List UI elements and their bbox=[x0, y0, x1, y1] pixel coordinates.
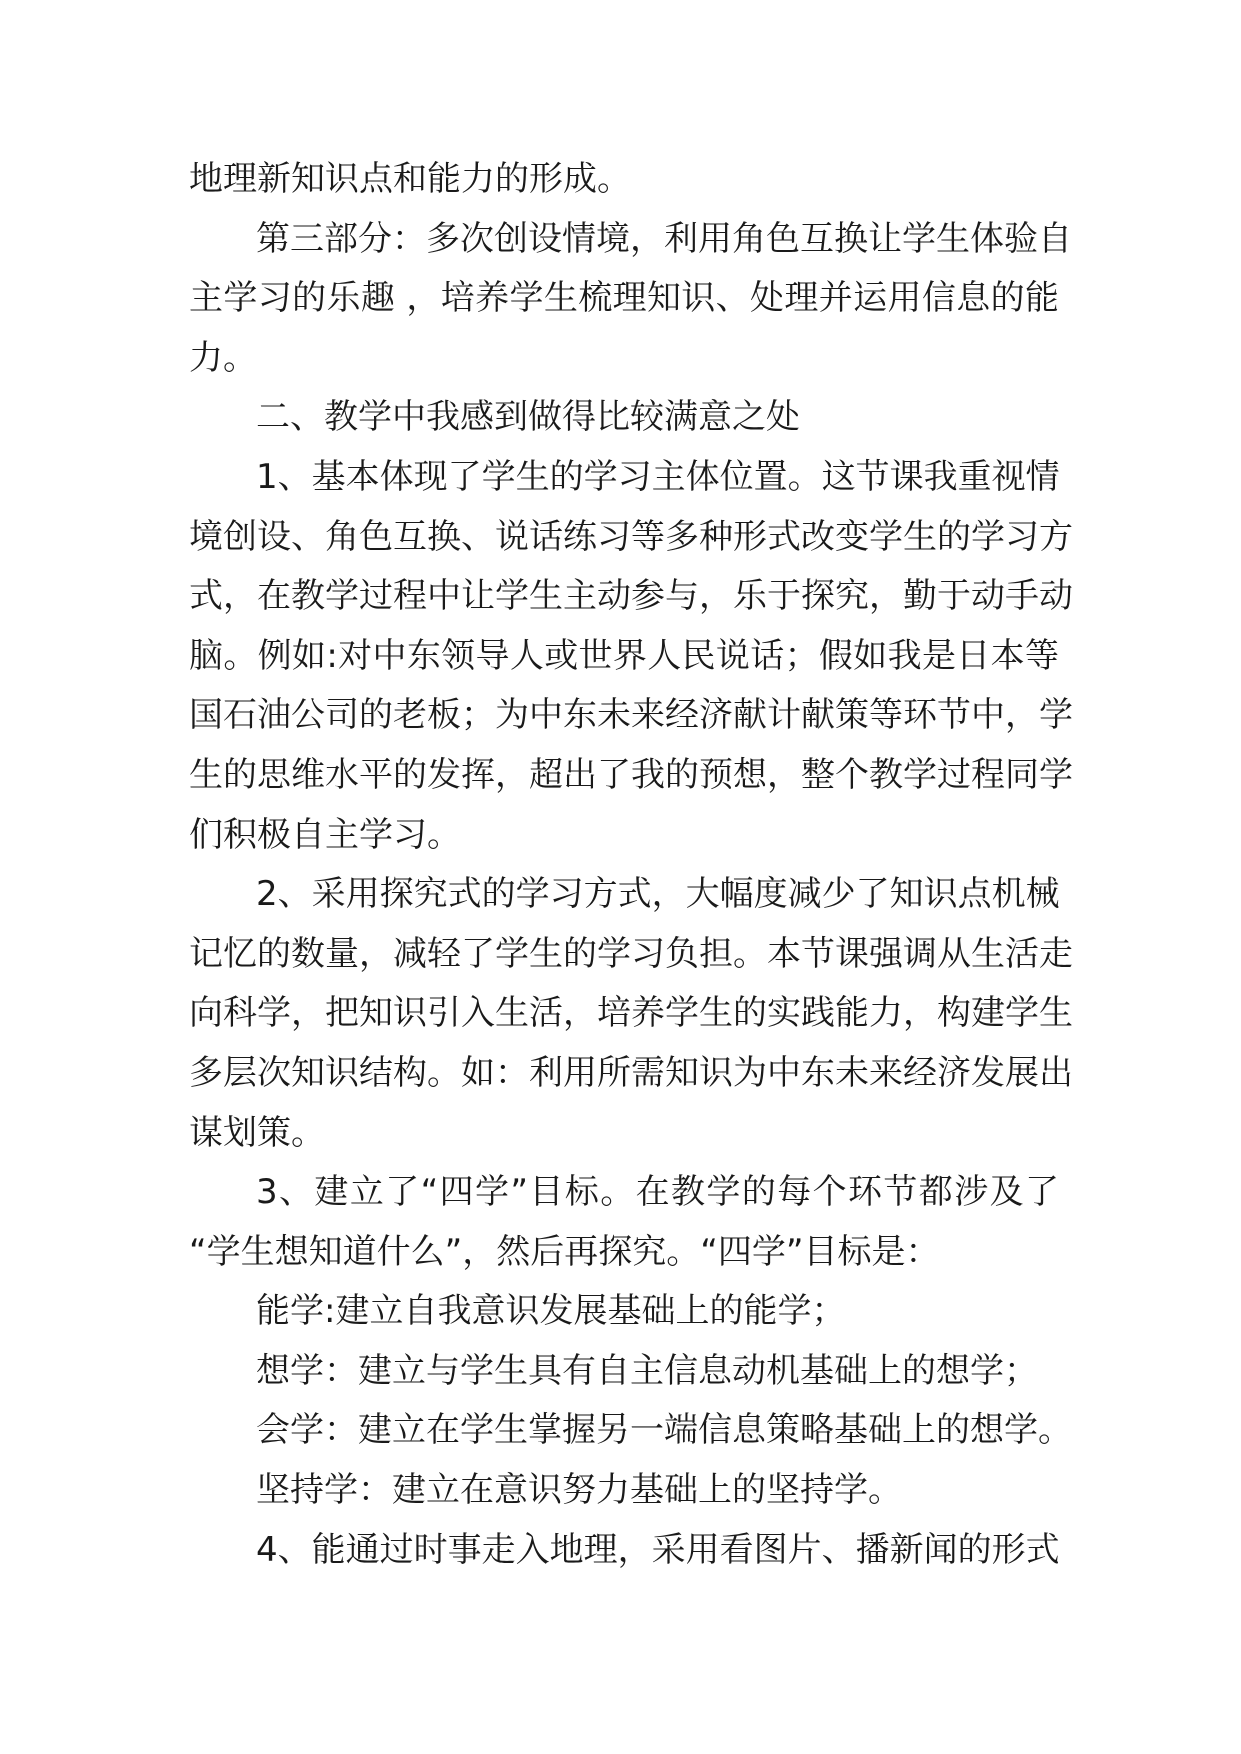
text-line: 生的思维水平的发挥，超出了我的预想，整个教学过程同学 bbox=[189, 754, 1073, 795]
text-line: 1、基本体现了学生的学习主体位置。这节课我重视情 bbox=[256, 456, 1060, 497]
text-line: 坚持学：建立在意识努力基础上的坚持学。 bbox=[256, 1470, 902, 1511]
text-line: 地理新知识点和能力的形成。 bbox=[189, 159, 631, 199]
text-line: 会学：建立在学生掌握另一端信息策略基础上的想学。 bbox=[256, 1410, 1072, 1451]
text-line: 4、能通过时事走入地理，采用看图片、播新闻的形式 bbox=[256, 1529, 1060, 1570]
text-line: “学生想知道什么”，然后再探究。“四学”目标是： bbox=[189, 1231, 940, 1272]
text-line: 2、采用探究式的学习方式，大幅度减少了知识点机械 bbox=[256, 874, 1060, 915]
text-line: 主学习的乐趣 ，培养学生梳理知识、处理并运用信息的能 bbox=[189, 278, 1059, 319]
text-line: 力。 bbox=[189, 337, 257, 378]
text-line: 们积极自主学习。 bbox=[189, 814, 461, 855]
text-line: 记忆的数量，减轻了学生的学习负担。本节课强调从生活走 bbox=[189, 933, 1073, 974]
text-line: 第三部分：多次创设情境，利用角色互换让学生体验自 bbox=[256, 218, 1072, 259]
text-line: 能学:建立自我意识发展基础上的能学； bbox=[256, 1291, 846, 1332]
text-line: 国石油公司的老板；为中东未来经济献计献策等环节中，学 bbox=[189, 695, 1073, 736]
text-line: 脑。例如:对中东领导人或世界人民说话；假如我是日本等 bbox=[189, 635, 1059, 676]
text-line: 二、教学中我感到做得比较满意之处 bbox=[256, 397, 800, 438]
text-line: 式，在教学过程中让学生主动参与，乐于探究，勤于动手动 bbox=[189, 576, 1073, 617]
text-line: 境创设、角色互换、说话练习等多种形式改变学生的学习方 bbox=[189, 516, 1073, 557]
text-line: 谋划策。 bbox=[189, 1112, 325, 1153]
text-line: 想学：建立与学生具有自主信息动机基础上的想学； bbox=[256, 1350, 1038, 1391]
text-line: 3、建立了“四学”目标。在教学的每个环节都涉及了 bbox=[256, 1172, 1059, 1213]
text-line: 向科学，把知识引入生活，培养学生的实践能力，构建学生 bbox=[189, 993, 1073, 1034]
text-line: 多层次知识结构。如：利用所需知识为中东未来经济发展出 bbox=[189, 1052, 1073, 1093]
document-body bbox=[189, 150, 1073, 1580]
